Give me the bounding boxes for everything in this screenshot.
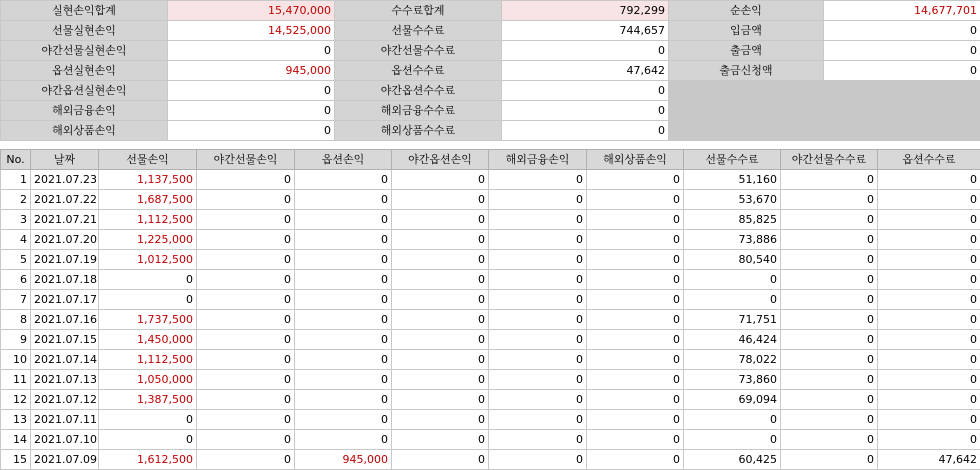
table-cell: 0 (684, 410, 781, 430)
table-cell: 0 (392, 430, 489, 450)
table-row[interactable] (1, 190, 980, 210)
summary-value: 14,525,000 (168, 21, 335, 41)
table-cell: 0 (392, 410, 489, 430)
table-cell: 0 (878, 190, 980, 210)
table-cell: 1 (1, 170, 31, 190)
table-cell: 2021.07.09 (31, 450, 99, 470)
table-cell: 0 (587, 450, 684, 470)
table-cell: 0 (295, 350, 392, 370)
table-cell: 1,137,500 (99, 170, 197, 190)
table-cell: 0 (295, 250, 392, 270)
table-cell: 0 (197, 390, 295, 410)
table-row[interactable] (1, 230, 980, 250)
table-cell: 0 (781, 250, 878, 270)
table-cell: 0 (392, 270, 489, 290)
table-cell: 0 (295, 270, 392, 290)
table-cell: 0 (489, 210, 587, 230)
table-cell: 9 (1, 330, 31, 350)
table-cell: 0 (781, 430, 878, 450)
table-cell: 0 (587, 370, 684, 390)
table-cell: 0 (197, 170, 295, 190)
table-row[interactable] (1, 390, 980, 410)
table-cell: 0 (197, 210, 295, 230)
summary-label: 해외상품손익 (1, 121, 168, 141)
table-cell: 10 (1, 350, 31, 370)
table-cell: 0 (489, 430, 587, 450)
table-cell: 0 (392, 370, 489, 390)
table-cell: 0 (878, 210, 980, 230)
summary-value: 14,677,701 (824, 1, 980, 21)
summary-value: 0 (824, 21, 980, 41)
table-cell: 0 (781, 450, 878, 470)
summary-row (1, 61, 980, 81)
column-header[interactable]: 야간선물수수료 (781, 150, 878, 170)
summary-label: 야간옵션실현손익 (1, 81, 168, 101)
table-cell: 0 (489, 170, 587, 190)
table-cell: 0 (781, 390, 878, 410)
summary-label: 해외금융수수료 (335, 101, 502, 121)
table-cell: 0 (781, 330, 878, 350)
section-spacer (0, 141, 980, 149)
summary-value: 0 (824, 61, 980, 81)
table-cell: 0 (392, 290, 489, 310)
table-cell: 0 (781, 310, 878, 330)
table-cell: 2021.07.14 (31, 350, 99, 370)
table-cell: 1,225,000 (99, 230, 197, 250)
summary-empty-cell (669, 121, 824, 141)
column-header[interactable]: 날짜 (31, 150, 99, 170)
table-cell: 0 (781, 370, 878, 390)
table-row[interactable] (1, 170, 980, 190)
summary-label: 선물수수료 (335, 21, 502, 41)
table-cell: 0 (392, 190, 489, 210)
table-cell: 0 (392, 350, 489, 370)
table-cell: 0 (489, 190, 587, 210)
table-row[interactable] (1, 270, 980, 290)
table-cell: 0 (99, 270, 197, 290)
summary-value: 15,470,000 (168, 1, 335, 21)
table-cell: 0 (392, 390, 489, 410)
summary-label: 선물실현손익 (1, 21, 168, 41)
table-cell: 11 (1, 370, 31, 390)
table-cell: 0 (392, 230, 489, 250)
column-header[interactable]: 야간옵션손익 (392, 150, 489, 170)
table-cell: 2021.07.15 (31, 330, 99, 350)
daily-pnl-grid[interactable] (0, 149, 980, 470)
table-cell: 1,687,500 (99, 190, 197, 210)
table-cell: 0 (587, 410, 684, 430)
table-cell: 1,737,500 (99, 310, 197, 330)
summary-label: 해외상품수수료 (335, 121, 502, 141)
summary-value: 0 (824, 41, 980, 61)
table-cell: 0 (878, 270, 980, 290)
table-cell: 0 (489, 290, 587, 310)
table-cell: 0 (878, 410, 980, 430)
table-cell: 0 (781, 190, 878, 210)
table-cell: 0 (878, 170, 980, 190)
table-row[interactable] (1, 410, 980, 430)
summary-label: 출금신청액 (669, 61, 824, 81)
summary-label: 수수료합계 (335, 1, 502, 21)
table-cell: 69,094 (684, 390, 781, 410)
table-cell: 0 (489, 310, 587, 330)
summary-label: 옵션수수료 (335, 61, 502, 81)
summary-label: 순손익 (669, 1, 824, 21)
table-cell: 0 (878, 430, 980, 450)
column-header[interactable]: No. (1, 150, 31, 170)
column-header[interactable]: 옵션손익 (295, 150, 392, 170)
table-cell: 0 (197, 190, 295, 210)
summary-value: 47,642 (502, 61, 669, 81)
summary-label: 해외금융손익 (1, 101, 168, 121)
summary-empty-cell (669, 81, 824, 101)
table-cell: 80,540 (684, 250, 781, 270)
table-cell: 4 (1, 230, 31, 250)
table-cell: 15 (1, 450, 31, 470)
table-cell: 7 (1, 290, 31, 310)
summary-value: 744,657 (502, 21, 669, 41)
table-cell: 0 (489, 230, 587, 250)
summary-row (1, 81, 980, 101)
table-cell: 0 (392, 170, 489, 190)
table-cell: 0 (587, 210, 684, 230)
table-row[interactable] (1, 430, 980, 450)
table-cell: 0 (878, 370, 980, 390)
table-cell: 2021.07.21 (31, 210, 99, 230)
table-cell: 1,387,500 (99, 390, 197, 410)
table-cell: 0 (587, 290, 684, 310)
summary-value: 0 (502, 41, 669, 61)
table-cell: 0 (781, 290, 878, 310)
summary-label: 실현손익합계 (1, 1, 168, 21)
summary-value: 0 (502, 81, 669, 101)
table-cell: 0 (489, 410, 587, 430)
table-cell: 12 (1, 390, 31, 410)
table-cell: 2021.07.23 (31, 170, 99, 190)
table-cell: 0 (489, 450, 587, 470)
table-cell: 0 (587, 310, 684, 330)
column-header[interactable]: 해외상품손익 (587, 150, 684, 170)
table-cell: 0 (295, 410, 392, 430)
table-row[interactable] (1, 330, 980, 350)
table-cell: 47,642 (878, 450, 980, 470)
summary-value: 0 (502, 121, 669, 141)
table-cell: 13 (1, 410, 31, 430)
table-cell: 71,751 (684, 310, 781, 330)
table-cell: 0 (878, 250, 980, 270)
table-cell: 1,112,500 (99, 210, 197, 230)
summary-value: 0 (168, 41, 335, 61)
table-cell: 2021.07.22 (31, 190, 99, 210)
table-cell: 0 (489, 250, 587, 270)
column-header[interactable]: 선물수수료 (684, 150, 781, 170)
grid-header-row (1, 150, 980, 170)
table-cell: 73,886 (684, 230, 781, 250)
table-cell: 53,670 (684, 190, 781, 210)
table-cell: 0 (392, 330, 489, 350)
table-cell: 0 (295, 190, 392, 210)
table-cell: 2021.07.10 (31, 430, 99, 450)
table-cell: 0 (295, 310, 392, 330)
table-cell: 0 (781, 170, 878, 190)
summary-value: 945,000 (168, 61, 335, 81)
summary-empty-cell (669, 101, 824, 121)
table-row[interactable] (1, 310, 980, 330)
table-cell: 1,450,000 (99, 330, 197, 350)
table-cell: 1,112,500 (99, 350, 197, 370)
table-cell: 0 (587, 270, 684, 290)
summary-row (1, 101, 980, 121)
table-cell: 0 (295, 230, 392, 250)
summary-value: 0 (168, 81, 335, 101)
table-cell: 0 (197, 270, 295, 290)
table-row[interactable] (1, 450, 980, 470)
table-cell: 2021.07.11 (31, 410, 99, 430)
table-cell: 0 (295, 390, 392, 410)
table-cell: 0 (587, 430, 684, 450)
summary-label: 옵션실현손익 (1, 61, 168, 81)
table-cell: 2 (1, 190, 31, 210)
table-cell: 1,612,500 (99, 450, 197, 470)
table-cell: 0 (781, 270, 878, 290)
column-header[interactable]: 야간선물손익 (197, 150, 295, 170)
summary-row (1, 21, 980, 41)
table-cell: 0 (781, 350, 878, 370)
table-cell: 78,022 (684, 350, 781, 370)
table-cell: 0 (392, 250, 489, 270)
table-cell: 0 (392, 210, 489, 230)
table-cell: 0 (587, 250, 684, 270)
table-cell: 0 (295, 370, 392, 390)
table-cell: 73,860 (684, 370, 781, 390)
table-cell: 2021.07.20 (31, 230, 99, 250)
table-cell: 46,424 (684, 330, 781, 350)
column-header[interactable]: 옵션수수료 (878, 150, 980, 170)
summary-label: 야간옵션수수료 (335, 81, 502, 101)
summary-label: 입금액 (669, 21, 824, 41)
table-cell: 0 (295, 290, 392, 310)
table-cell: 0 (587, 230, 684, 250)
table-cell: 0 (295, 330, 392, 350)
table-cell: 0 (99, 430, 197, 450)
table-cell: 0 (197, 410, 295, 430)
table-cell: 0 (197, 250, 295, 270)
table-cell: 0 (489, 370, 587, 390)
table-cell: 8 (1, 310, 31, 330)
table-cell: 945,000 (295, 450, 392, 470)
table-cell: 0 (587, 170, 684, 190)
table-cell: 0 (197, 450, 295, 470)
table-cell: 0 (684, 270, 781, 290)
table-cell: 2021.07.16 (31, 310, 99, 330)
table-cell: 0 (781, 210, 878, 230)
table-row[interactable] (1, 210, 980, 230)
table-cell: 0 (878, 290, 980, 310)
table-cell: 0 (392, 450, 489, 470)
table-row[interactable] (1, 370, 980, 390)
table-cell: 0 (587, 330, 684, 350)
table-cell: 0 (197, 310, 295, 330)
summary-empty-cell (824, 121, 980, 141)
table-cell: 2021.07.12 (31, 390, 99, 410)
table-cell: 60,425 (684, 450, 781, 470)
table-cell: 0 (684, 290, 781, 310)
table-cell: 51,160 (684, 170, 781, 190)
table-cell: 5 (1, 250, 31, 270)
table-cell: 0 (587, 390, 684, 410)
table-cell: 3 (1, 210, 31, 230)
table-cell: 0 (878, 350, 980, 370)
summary-value: 0 (168, 101, 335, 121)
table-cell: 0 (489, 270, 587, 290)
summary-row (1, 121, 980, 141)
table-cell: 0 (684, 430, 781, 450)
table-cell: 0 (878, 230, 980, 250)
table-cell: 0 (878, 390, 980, 410)
column-header[interactable]: 해외금융손익 (489, 150, 587, 170)
table-cell: 0 (295, 210, 392, 230)
table-cell: 85,825 (684, 210, 781, 230)
table-cell: 0 (781, 230, 878, 250)
summary-row (1, 1, 980, 21)
summary-value: 0 (502, 101, 669, 121)
table-cell: 0 (392, 310, 489, 330)
summary-table (0, 0, 980, 141)
table-cell: 0 (197, 290, 295, 310)
summary-value: 0 (168, 121, 335, 141)
table-cell: 1,012,500 (99, 250, 197, 270)
summary-row (1, 41, 980, 61)
table-cell: 0 (295, 430, 392, 450)
table-row[interactable] (1, 350, 980, 370)
table-cell: 0 (878, 330, 980, 350)
summary-label: 야간선물실현손익 (1, 41, 168, 61)
table-cell: 1,050,000 (99, 370, 197, 390)
summary-value: 792,299 (502, 1, 669, 21)
table-cell: 2021.07.18 (31, 270, 99, 290)
table-cell: 2021.07.19 (31, 250, 99, 270)
table-cell: 0 (489, 350, 587, 370)
column-header[interactable]: 선물손익 (99, 150, 197, 170)
table-cell: 0 (489, 330, 587, 350)
table-row[interactable] (1, 290, 980, 310)
table-cell: 6 (1, 270, 31, 290)
table-cell: 0 (99, 410, 197, 430)
summary-label: 야간선물수수료 (335, 41, 502, 61)
table-cell: 2021.07.13 (31, 370, 99, 390)
table-cell: 0 (781, 410, 878, 430)
table-cell: 14 (1, 430, 31, 450)
summary-label: 출금액 (669, 41, 824, 61)
table-cell: 0 (878, 310, 980, 330)
table-cell: 0 (197, 350, 295, 370)
table-cell: 0 (295, 170, 392, 190)
table-cell: 0 (197, 230, 295, 250)
table-cell: 0 (489, 390, 587, 410)
table-cell: 0 (587, 190, 684, 210)
table-cell: 0 (197, 330, 295, 350)
table-cell: 0 (197, 430, 295, 450)
table-cell: 2021.07.17 (31, 290, 99, 310)
table-row[interactable] (1, 250, 980, 270)
table-cell: 0 (197, 370, 295, 390)
summary-empty-cell (824, 81, 980, 101)
summary-empty-cell (824, 101, 980, 121)
table-cell: 0 (99, 290, 197, 310)
table-cell: 0 (587, 350, 684, 370)
